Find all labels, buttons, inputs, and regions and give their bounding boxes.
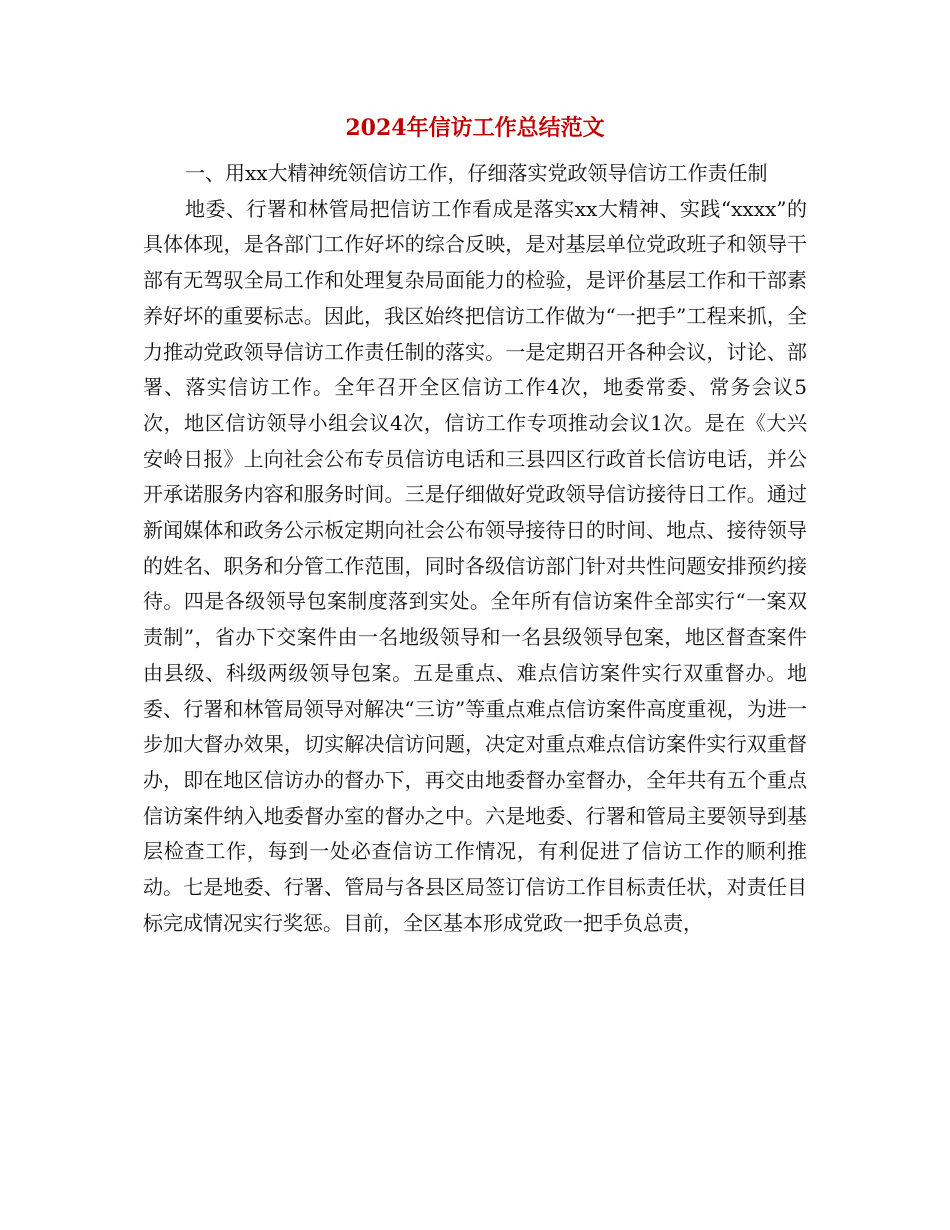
- body-paragraph: 地委、行署和林管局把信访工作看成是落实xx大精神、实践“xxxx”的具体体现，是各部门工作好坏的综合反映，是对基层单位党政班子和领导干部有无驾驭全局工作和处理复杂局面能力的检验，是评价基层工作和干部素养好坏的重要标志。因此，我区始终把信访工作做为“一把手”工程来抓，全力推动党政领导信访工作责任制的落实。一是定期召开各种会议，讨论、部署、落实信访工作。全年召开全区信访工作4次，地委常委、常务会议5次，地区信访领导小组会议4次，信访工作专项推动会议1次。是在《大兴安岭日报》上向社会公布专员信访电话和三县四区行政首长信访电话，并公开承诺服务内容和服务时间。三是仔细做好党政领导信访接待日工作。通过新闻媒体和政务公示板定期向社会公布领导接待日的时间、地点、接待领导的姓名、职务和分管工作范围，同时各级信访部门针对共性问题安排预约接待。四是各级领导包案制度落到实处。全年所有信访案件全部实行“一案双责制”，省办下交案件由一名地级领导和一名县级领导包案，地区督查案件由县级、科级两级领导包案。五是重点、难点信访案件实行双重督办。地委、行署和林管局领导对解决“三访”等重点难点信访案件高度重视，为进一步加大督办效果，切实解决信访问题，决定对重点难点信访案件实行双重督办，即在地区信访办的督办下，再交由地委督办室督办，全年共有五个重点信访案件纳入地委督办室的督办之中。六是地委、行署和管局主要领导到基层检查工作，每到一处必查信访工作情况，有利促进了信访工作的顺利推动。七是地委、行署、管局与各县区局签订信访工作目标责任状，对责任目标完成情况实行奖惩。目前，全区基本形成党政一把手负总责，: [143, 196, 807, 935]
- document-title: 2024年信访工作总结范文: [345, 115, 605, 141]
- section-heading: 一、用xx大精神统领信访工作，仔细落实党政领导信访工作责任制: [185, 161, 768, 185]
- document-body: [143, 156, 807, 941]
